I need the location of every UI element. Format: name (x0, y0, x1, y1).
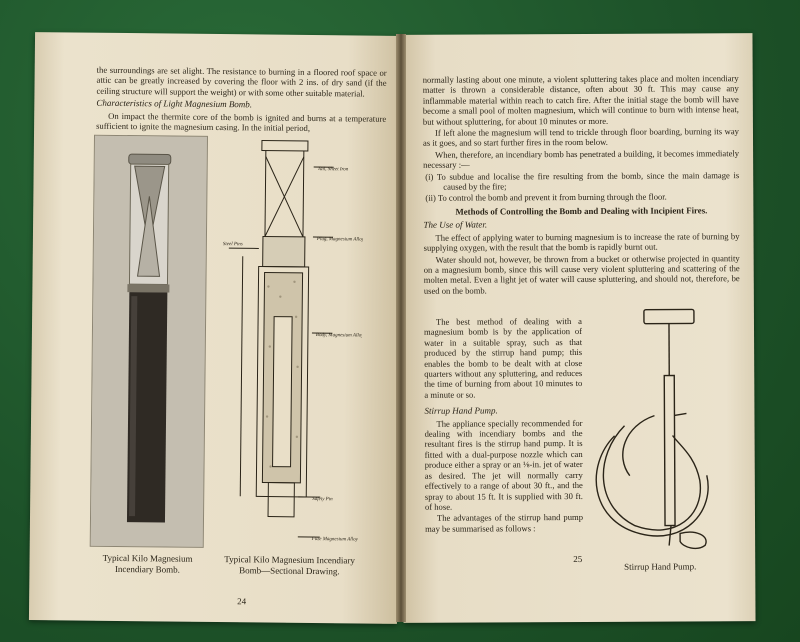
sectional-drawing-svg (220, 136, 364, 547)
label-fuze: Fuze Magnesium Alloy (311, 537, 358, 543)
label-body: Body, Magnesium Alloy (315, 333, 364, 339)
bomb-sectional-drawing (220, 136, 364, 547)
left-text-top (96, 65, 387, 135)
stirrup-pump-illustration (584, 305, 735, 556)
right-text-top (423, 73, 740, 297)
right-heading-methods: Methods of Controlling the Bomb and Dealing with Incipient Fires. (455, 205, 708, 217)
photo-caption: Typical Kilo Magnesium Incendiary Bomb. (102, 552, 193, 575)
right-paragraph-2: If left alone the magnesium will tend to trickle through floor boarding, burning its way as it goes, and so start further fires in the room below. (423, 126, 739, 149)
right-list-item-2: (ii) To control the bomb and prevent it from burning through the floor. (425, 192, 667, 204)
book-spine (396, 34, 406, 622)
right-page-number: 25 (573, 553, 583, 565)
left-page (29, 32, 403, 624)
right-heading-water: The Use of Water. (423, 219, 488, 231)
pump-caption: Stirrup Hand Pump. (624, 561, 697, 572)
right-text-column (424, 316, 583, 535)
right-paragraph-6: The best method of dealing with a magnesium bomb is by the application of water in a suitable spray, such as that produced by the stirrup hand pump; this enables the bomb to be dealt with at close quarters without any spluttering, and reduces the time of burning from about 10 minutes to a minute or so. (423, 315, 583, 400)
right-paragraph-8: The advantages of the stirrup hand pump may be summarised as follows : (425, 512, 584, 534)
open-booklet (32, 34, 754, 622)
right-page (400, 33, 755, 623)
left-page-number: 24 (237, 596, 247, 607)
right-paragraph-1: normally lasting about one minute, a violent spluttering takes place and molten incendiary matter is thrown a considerable distance, often about 30 ft. This may cause any inflammable material within reach to catch fire. After the initial stage the bomb will have become a small pool of molten magnesium, which will continue to burn with intense heat, but without spluttering, for about 10 minutes or more. (422, 73, 739, 127)
label-steel-pins: Steel Pins (222, 242, 243, 248)
bomb-photo-image (91, 136, 207, 547)
label-safety-pin: Safety Pin (312, 497, 333, 503)
left-heading-characteristics: Characteristics of Light Magnesium Bomb. (96, 97, 253, 110)
drawing-caption: Typical Kilo Magnesium Incendiary Bomb—Sectional Drawing. (224, 554, 355, 576)
bomb-photo (90, 135, 208, 548)
label-tail: Tail, Sheet Iron (317, 167, 349, 173)
right-paragraph-3: When, therefore, an incendiary bomb has penetrated a building, it becomes immediately necessary :— (423, 147, 740, 171)
right-paragraph-4: The effect of applying water to burning magnesium is to increase the rate of burning by supplying oxygen, with the result that the bomb is rapidly burnt out. (423, 230, 740, 253)
stirrup-pump-svg (584, 305, 735, 556)
right-list-item-1: (i) To subdue and localise the fire resulting from the bomb, since the main damage is caused by the fire; (425, 169, 740, 192)
right-paragraph-7: The appliance specially recommended for dealing with incendiary bombs and the resultant fires is the stirrup hand pump. It is fitted with a dual-purpose nozzle which can produce either a spray or an ⅛-in. jet of water as desired. The jet will normally carry effectively to a range of about 30 ft., and the spray to about 15 ft. It is supplied with 30 ft. of hose. (424, 417, 583, 512)
right-paragraph-5: Water should not, however, be thrown from a bucket or otherwise projected in quantity on a magnesium bomb, since this will cause very violent spluttering and scattering of the molten metal. Even a light jet of water will cause spluttering, and should not, therefore, be used on the bomb. (423, 252, 740, 296)
label-plug: Plug, Magnesium Alloy (316, 237, 364, 243)
left-paragraph-2: On impact the thermite core of the bomb is ignited and burns at a temperature sufficient to ignite the magnesium casing. In the initial period, (96, 110, 387, 134)
left-paragraph-1: the surroundings are set alight. The resistance to burning in a floored roof space or attic can be greatly increased by covering the floor with 2 ins. of dry sand (if the ceiling structure will support the weight) or with some other suitable material. (96, 64, 387, 99)
right-heading-pump: Stirrup Hand Pump. (424, 405, 498, 417)
